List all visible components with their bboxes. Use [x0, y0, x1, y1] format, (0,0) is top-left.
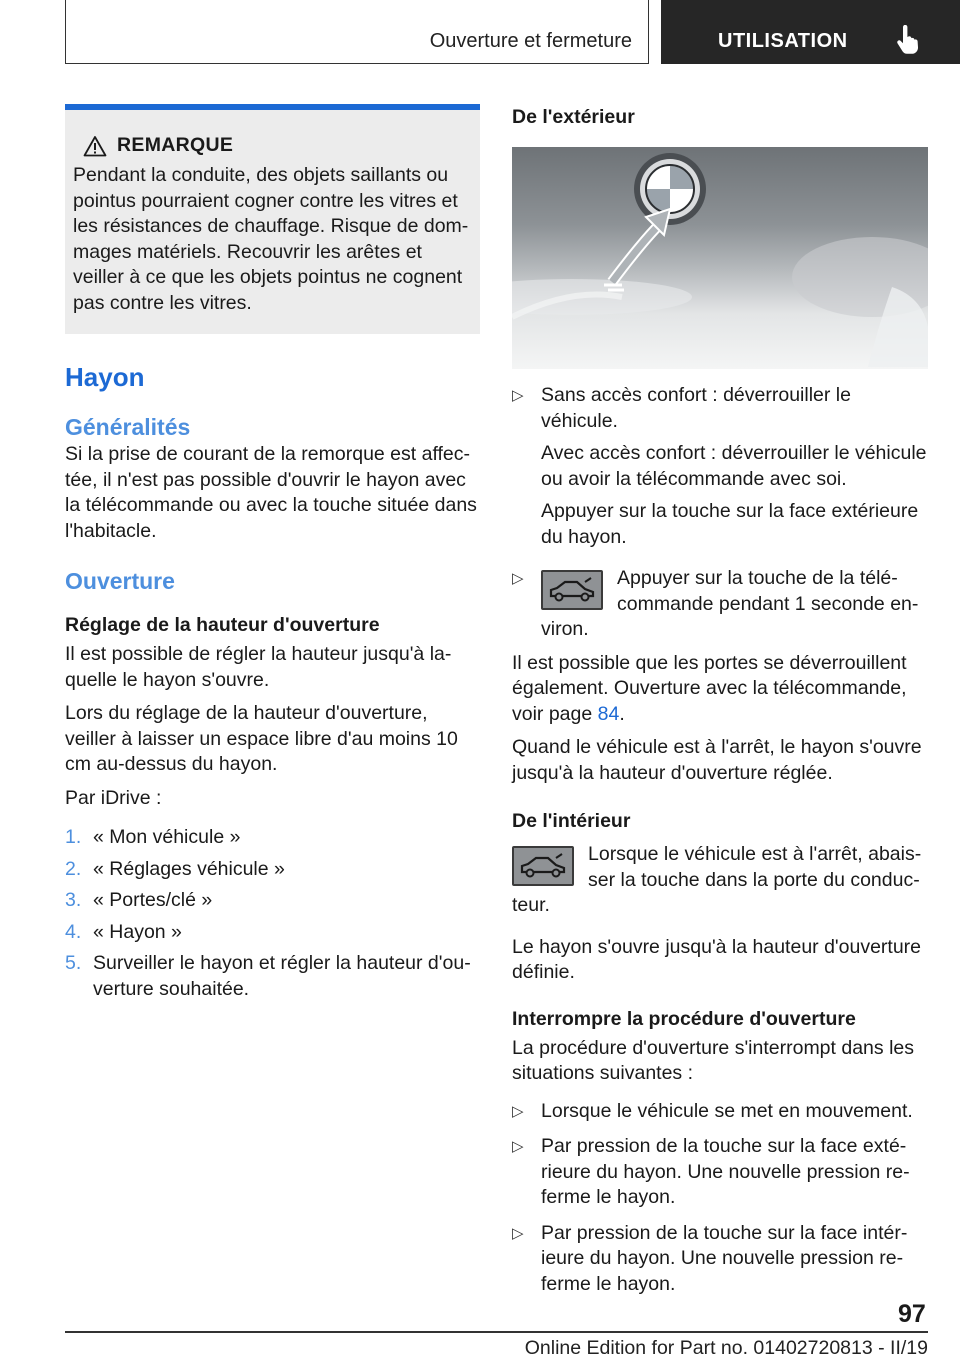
tailgate-door-button-icon	[512, 846, 574, 886]
left-column	[65, 104, 480, 1008]
footer-divider	[65, 1331, 928, 1333]
step-number: 2.	[65, 857, 82, 880]
warning-title: REMARQUE	[117, 134, 234, 156]
page-link[interactable]: 84	[597, 702, 620, 725]
tailgate-button-photo	[512, 147, 928, 369]
interrupt-item-text: Par pression de la touche sur la face intérieure du hayon. Une nouvelle pression referme le hayon.	[541, 1221, 908, 1295]
step-text: « Portes/clé »	[93, 889, 213, 911]
header-section-title: Ouverture et fermeture	[429, 30, 632, 52]
right-column	[512, 104, 928, 1297]
pointing-hand-icon	[894, 25, 920, 55]
general-text: Si la prise de courant de la remorque est affectée, il n'est pas possible d'ouvrir le hayon avec la télécommande ou avec la touche située dans l'habitacle.	[65, 443, 477, 542]
heading-reglage-hauteur: Réglage de la hauteur d'ouverture	[65, 614, 380, 636]
inside-block	[512, 842, 928, 919]
list-item	[65, 857, 480, 883]
bullet-triangle-icon: ▷	[512, 387, 524, 404]
list-item	[512, 1134, 928, 1211]
interrupt-item-text: Lorsque le véhicule se met en mouvement.	[541, 1099, 913, 1122]
inside-text: Lorsque le véhicule est à l'arrêt, abaisser la touche dans la porte du conducteur.	[512, 843, 922, 916]
bullet-1-line-3: Appuyer sur la touche sur la face extérieure du hayon.	[541, 500, 919, 548]
interrupt-item-text: Par pression de la touche sur la face extérieure du hayon. Une nouvelle pression referme le hayon.	[541, 1135, 910, 1208]
idrive-label: Par iDrive :	[65, 786, 162, 809]
heading-ouverture: Ouverture	[65, 568, 175, 594]
list-item	[512, 1099, 928, 1125]
heading-interieur: De l'intérieur	[512, 810, 631, 832]
bullet-2-text: Appuyer sur la touche de la télécommande pendant 1 seconde environ.	[541, 567, 919, 640]
step-text: « Mon véhicule »	[93, 826, 241, 848]
warning-triangle-icon	[83, 135, 107, 157]
tailgate-illustration	[512, 147, 928, 369]
step-number: 3.	[65, 889, 82, 911]
steps-list	[65, 825, 480, 1002]
step-text: « Hayon »	[93, 920, 182, 943]
tailgate-key-icon	[541, 570, 603, 610]
heading-exterieur: De l'extérieur	[512, 106, 635, 128]
page-number: 97	[898, 1300, 926, 1328]
interrupt-paragraph: La procédure d'ouverture s'interrompt dans les situations suivantes :	[512, 1036, 914, 1084]
step-number: 4.	[65, 920, 82, 943]
heading-interrompre: Interrompre la procédure d'ouverture	[512, 1007, 856, 1030]
section-title-hayon: Hayon	[65, 362, 145, 392]
step-text: Surveiller le hayon et régler la hauteur d'ouverture souhaitée.	[93, 952, 471, 1000]
bullet-triangle-icon: ▷	[512, 1102, 524, 1120]
height-paragraph-2: Lors du réglage de la hauteur d'ouverture, veiller à laisser un espace libre d'au moins 10 cm au-dessus du hayon.	[65, 702, 458, 775]
inside-paragraph-2: Le hayon s'ouvre jusqu'à la hauteur d'ouverture définie.	[512, 935, 922, 983]
footer-edition: Online Edition for Part no. 01402720813 - II/19	[524, 1337, 928, 1359]
bullet-1-line-1: Sans accès confort : déverrouiller le véhicule.	[541, 384, 851, 432]
step-number: 5.	[65, 952, 82, 974]
height-paragraph-1: Il est possible de régler la hauteur jusqu'à laquelle le hayon s'ouvre.	[65, 643, 452, 691]
stop-paragraph: Quand le véhicule est à l'arrêt, le hayon s'ouvre jusqu'à la hauteur d'ouverture réglée.	[512, 736, 922, 784]
header-section-box	[65, 0, 649, 64]
step-number: 1.	[65, 826, 82, 848]
heading-generalites: Généralités	[65, 414, 191, 440]
list-item	[65, 888, 480, 914]
warning-text: Pendant la conduite, des objets saillants ou pointus pourraient cogner contre les vitres et les résistances de chauffage. Risque de dommages matériels. Recouvrir les arêtes et veiller à ce que les objets pointus ne cognent pas contre les vitres.	[73, 164, 469, 314]
bullet-1-line-2: Avec accès confort : déverrouiller le véhicule ou avoir la télécommande avec soi.	[541, 442, 927, 490]
warning-box	[65, 104, 480, 334]
list-item	[512, 383, 928, 550]
bullet-triangle-icon: ▷	[512, 570, 524, 587]
bullet-triangle-icon: ▷	[512, 1224, 524, 1242]
bullet-triangle-icon: ▷	[512, 1138, 524, 1155]
header-chapter-box	[661, 0, 960, 64]
list-item	[65, 920, 480, 946]
list-item	[65, 951, 480, 1002]
header-chapter-title: UTILISATION	[718, 30, 848, 52]
list-item	[512, 566, 928, 643]
step-text: « Réglages véhicule »	[93, 857, 285, 880]
list-item	[512, 1221, 928, 1298]
list-item	[65, 825, 480, 851]
doors-unlock-paragraph: Il est possible que les portes se déverrouillent également. Ouverture avec la télécommande, voir page 84.	[512, 651, 907, 725]
